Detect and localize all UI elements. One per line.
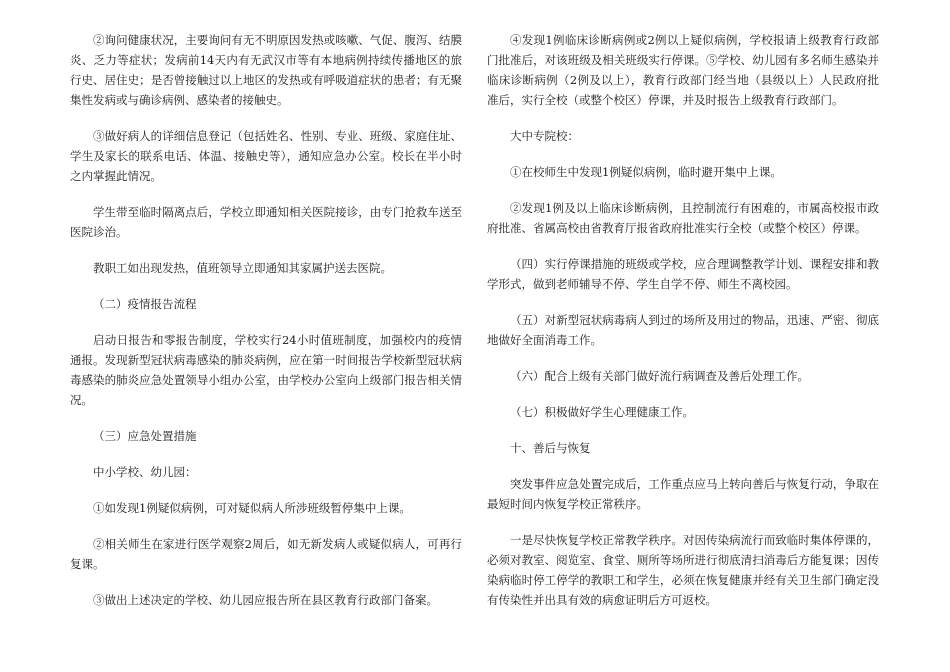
paragraph-medical-observation: ②相关师生在家进行医学观察2周后，如无新发病人或疑似病人，可再行复课。 bbox=[70, 537, 462, 571]
paragraph-mental-health: （七）积极做好学生心理健康工作。 bbox=[510, 405, 694, 419]
paragraph-suspected-case: ①如发现1例疑似病例，可对疑似病人所涉班级暂停集中上课。 bbox=[93, 501, 411, 515]
paragraph-daily-report: 启动日报告和零报告制度，学校实行24小时值班制度，加强校内的疫情通报。发现新型冠状病毒感染的肺炎病例，应在第一时间报告学校新型冠状病毒感染的肺炎应急处置领导小组办公室，由学校办公室向上级部门报告相关情况。 bbox=[70, 333, 462, 407]
paragraph-epidemiology: （六）配合上级有关部门做好流行病调查及善后处理工作。 bbox=[510, 369, 809, 383]
paragraph-disinfection: （五）对新型冠状病毒病人到过的场所及用过的物品，迅速、严密、彻底地做好全面消毒工作。 bbox=[487, 313, 879, 347]
section-heading-recovery: 十、善后与恢复 bbox=[510, 441, 591, 455]
right-column bbox=[487, 30, 879, 610]
paragraph-college-clinical: ②发现1例及以上临床诊断病例，且控制流行有困难的，市属高校报市政府批准、省属高校由省教育厅报省政府批准实行全校（或整个校区）停课。 bbox=[487, 201, 879, 235]
section-heading-report-process: （二）疫情报告流程 bbox=[93, 297, 197, 311]
paragraph-college-suspected: ①在校师生中发现1例疑似病例，临时避开集中上课。 bbox=[510, 165, 782, 179]
left-column bbox=[70, 30, 462, 610]
paragraph-recovery-focus: 突发事件应急处置完成后，工作重点应马上转向善后与恢复行动，争取在最短时间内恢复学校正常秩序。 bbox=[487, 477, 879, 511]
paragraph-report-filing: ③做出上述决定的学校、幼儿园应报告所在县区教育行政部门备案。 bbox=[93, 593, 438, 607]
paragraph-staff-fever: 教职工如出现发热，值班领导立即通知其家属护送去医院。 bbox=[93, 261, 392, 275]
paragraph-restore-order: 一是尽快恢复学校正常教学秩序。对因传染病流行而致临时集体停课的，必须对教室、阅览室、食堂、厕所等场所进行彻底清扫消毒后方能复课；因传染病临时停工停学的教职工和学生，必须在恢复健康并经有关卫生部门确定没有传染性并出具有效的病愈证明后方可返校。 bbox=[487, 533, 879, 607]
paragraph-patient-registration: ③做好病人的详细信息登记（包括姓名、性别、专业、班级、家庭住址、学生及家长的联系电话、体温、接触史等），通知应急办公室。校长在半小时之内掌握此情况。 bbox=[70, 129, 462, 183]
subheading-primary-schools: 中小学校、幼儿园： bbox=[93, 465, 197, 479]
paragraph-class-suspension: ④发现1例临床诊断病例或2例以上疑似病例，学校报请上级教育行政部门批准后，对该班级及相关班级实行停课。⑤学校、幼儿园有多名师生感染并临床诊断病例（2例及以上），教育行政部门经当地（县级以上）人民政府批准后，实行全校（或整个校区）停课，并及时报告上级教育行政部门。 bbox=[487, 33, 879, 107]
subheading-colleges: 大中专院校： bbox=[510, 129, 579, 143]
paragraph-teaching-adjustment: （四）实行停课措施的班级或学校，应合理调整教学计划、课程安排和教学形式，做到老师辅导不停、学生自学不停、师生不离校园。 bbox=[487, 257, 879, 291]
paragraph-health-inquiry: ②询问健康状况，主要询问有无不明原因发热或咳嗽、气促、腹泻、结膜炎、乏力等症状；发病前14天内有无武汉市等有本地病例持续传播地区的旅行史、居住史；是否曾接触过以上地区的发热或有呼吸道症状的患者；有无聚集性发病或与确诊病例、感染者的接触史。 bbox=[70, 33, 462, 107]
paragraph-student-isolation: 学生带至临时隔离点后，学校立即通知相关医院接诊，由专门抢救车送至医院诊治。 bbox=[70, 205, 462, 239]
section-heading-emergency-measures: （三）应急处置措施 bbox=[93, 429, 197, 443]
